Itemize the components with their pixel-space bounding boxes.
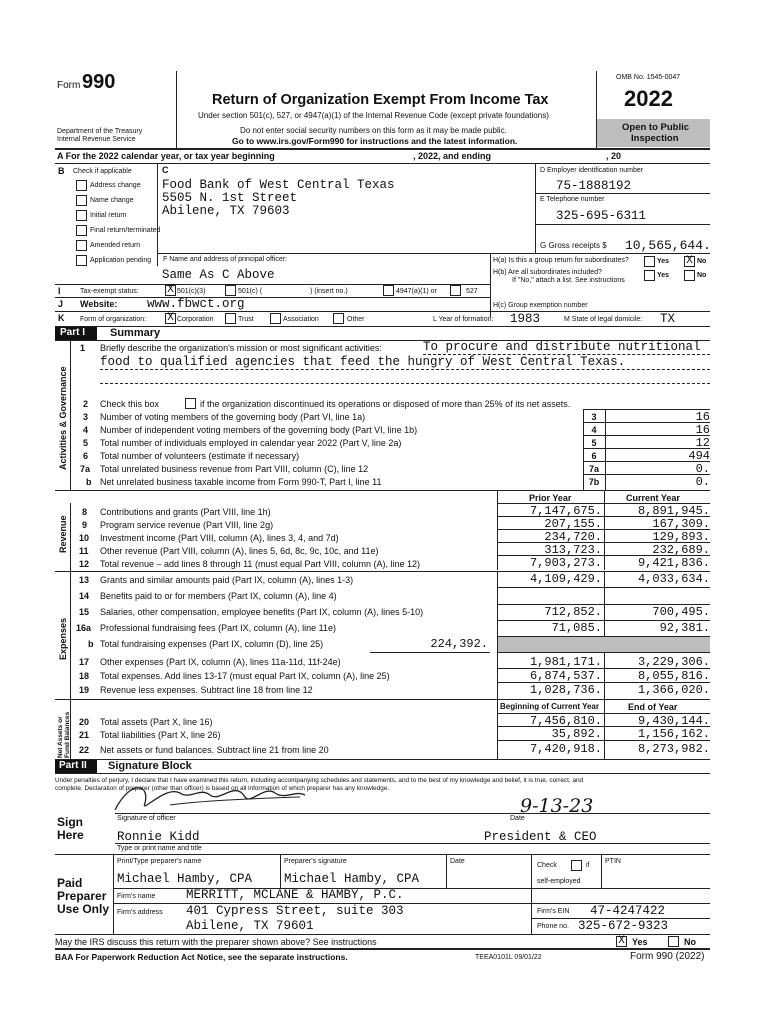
open-inspection-line2: Inspection <box>631 133 679 144</box>
line22-text: Net assets or fund balances. Subtract line 21 from line 20 <box>100 745 329 755</box>
line8-text: Contributions and grants (Part VIII, line 1h) <box>100 507 271 517</box>
line3-text: Number of voting members of the governing body (Part VI, line 1a) <box>100 412 366 422</box>
perjury-line1: Under penalties of perjury, I declare that I have examined this return, including accompanying schedules and statements, and to the best of my knowledge and belief, it is true, correct, and <box>55 777 584 784</box>
corporation-label: Corporation <box>177 316 214 323</box>
part1-title: Summary <box>110 327 161 339</box>
baa-notice: BAA For Paperwork Reduction Act Notice, see the separate instructions. <box>55 952 348 962</box>
preparer-signature[interactable]: Michael Hamby, CPA <box>284 872 420 886</box>
line-a-end: , 20 <box>606 151 622 161</box>
status-4947-label: 4947(a)(1) or <box>396 288 437 295</box>
line21-boy[interactable]: 35,892. <box>551 727 602 741</box>
officer-title[interactable]: President & CEO <box>484 830 597 844</box>
prep-sig-label: Preparer's signature <box>284 858 347 865</box>
final-return-label: Final return/terminated <box>90 227 161 234</box>
line1-text: Briefly describe the organization's mission or most significant activities: <box>100 343 382 353</box>
org-street[interactable]: 5505 N. 1st Street <box>162 191 298 205</box>
part1-tag <box>55 327 97 340</box>
line21-eoy[interactable]: 1,156,162. <box>637 727 710 741</box>
paid-label: Paid <box>57 876 83 890</box>
line2-rest: if the organization discontinued its operations or disposed of more than 25% of its net assets. <box>200 399 571 409</box>
line-a-mid: , 2022, and ending <box>413 151 492 161</box>
state-label: M State of legal domicile: <box>564 316 643 323</box>
ha-yes-label: Yes <box>657 258 670 265</box>
org-name[interactable]: Food Bank of West Central Texas <box>162 178 395 192</box>
signature-label: Signature of officer <box>117 815 176 822</box>
use-only-label: Use Only <box>57 902 110 916</box>
col-current-year: Current Year <box>626 493 680 503</box>
association-label: Association <box>283 316 319 323</box>
prep-date-label: Date <box>450 858 465 865</box>
application-pending-label: Application pending <box>90 257 152 264</box>
line2-checkbox[interactable] <box>185 398 196 409</box>
sign-date-label: Date <box>510 815 525 822</box>
other-org-checkbox[interactable] <box>333 313 344 324</box>
website-value[interactable]: www.fbwct.org <box>147 297 245 311</box>
side-net-label: Net Assets or Fund Balances <box>57 711 71 758</box>
omb-number: OMB No. 1545-0047 <box>616 74 681 81</box>
principal-officer[interactable]: Same As C Above <box>162 268 275 282</box>
officer-signature-image <box>110 775 310 815</box>
line10-current[interactable]: 129,893. <box>652 530 710 544</box>
ha-label: H(a) Is this a group return for subordinates? <box>493 257 629 264</box>
line9-current[interactable]: 167,309. <box>652 517 710 531</box>
ssn-warning: Do not enter social security numbers on this form as it may be made public. <box>240 126 507 135</box>
line19-text: Revenue less expenses. Subtract line 18 from line 12 <box>100 685 313 695</box>
form-word: Form <box>57 80 81 91</box>
status-501c-label: 501(c) ( <box>238 288 263 295</box>
ptin-label: PTIN <box>605 858 621 865</box>
perjury-line2: complete. Declaration of preparer (other than officer) is based on all information of which preparer has any knowledge. <box>55 785 390 792</box>
officer-name[interactable]: Ronnie Kidd <box>117 830 200 844</box>
line17-current[interactable]: 3,229,306. <box>637 655 710 669</box>
line16a-prior[interactable]: 71,085. <box>551 621 602 635</box>
open-inspection-box <box>596 119 710 147</box>
line4-text: Number of independent voting members of the governing body (Part VI, line 1b) <box>100 425 418 435</box>
part2-title: Signature Block <box>108 760 192 772</box>
application-pending-checkbox[interactable] <box>76 255 87 266</box>
line18-current[interactable]: 8,055,816. <box>637 669 710 683</box>
ha-yes-checkbox[interactable] <box>644 256 655 267</box>
line5-text: Total number of individuals employed in calendar year 2022 (Part V, line 2a) <box>100 438 402 448</box>
footer-form-label: Form 990 (2022) <box>630 951 705 962</box>
firm-address-label: Firm's address <box>117 909 163 916</box>
firm-address-line1[interactable]: 401 Cypress Street, suite 303 <box>186 904 404 918</box>
discuss-yes-label: Yes <box>632 937 648 947</box>
phone-no-label: Phone no. <box>537 923 569 930</box>
line10-prior[interactable]: 234,720. <box>544 530 602 544</box>
prep-name-label: Print/Type preparer's name <box>117 858 202 865</box>
status-527-label: 527 <box>466 288 478 295</box>
tax-exempt-status-label: Tax-exempt status: <box>80 288 139 295</box>
corporation-checkbox[interactable]: X <box>165 313 176 324</box>
if-label: if <box>586 862 590 869</box>
line13-current[interactable]: 4,033,634. <box>637 572 710 586</box>
ha-no-label: No <box>697 258 707 265</box>
firm-name-label: Firm's name <box>117 893 156 900</box>
line15-text: Salaries, other compensation, employee benefits (Part IX, column (A), lines 5-10) <box>100 607 424 617</box>
section-c-label: C <box>162 165 169 175</box>
irs-instructions: Go to www.irs.gov/Form990 for instructions and the latest information. <box>232 136 518 146</box>
line15-prior[interactable]: 712,852. <box>544 605 602 619</box>
col-boy: Beginning of Current Year <box>500 702 599 711</box>
self-employed-checkbox[interactable] <box>571 860 582 871</box>
address-change-label: Address change <box>90 182 141 189</box>
trust-checkbox[interactable] <box>225 313 236 324</box>
hc-label: H(c) Group exemption number <box>493 302 588 309</box>
firm-ein-label: Firm's EIN <box>537 908 570 915</box>
line8-current[interactable]: 8,891,945. <box>637 504 710 518</box>
status-501c-checkbox[interactable] <box>225 285 236 296</box>
line16a-text: Professional fundraising fees (Part IX, column (A), line 11e) <box>100 623 336 633</box>
line9-text: Program service revenue (Part VIII, line 2g) <box>100 520 274 530</box>
col-eoy: End of Year <box>628 702 678 712</box>
form-number: 990 <box>82 71 116 93</box>
line9-prior[interactable]: 207,155. <box>544 517 602 531</box>
form-subtitle: Under section 501(c), 527, or 4947(a)(1) of the Internal Revenue Code (except private foundations) <box>198 111 549 120</box>
line14-text: Benefits paid to or for members (Part IX, column (A), line 4) <box>100 591 337 601</box>
col-prior-year: Prior Year <box>529 493 572 503</box>
final-return-checkbox[interactable] <box>76 225 87 236</box>
principal-officer-label: F Name and address of principal officer: <box>163 256 287 263</box>
line18-text: Total expenses. Add lines 13-17 (must equal Part IX, column (A), line 25) <box>100 671 390 681</box>
line5-value[interactable]: 12 <box>695 436 710 450</box>
status-501c3-checkbox[interactable]: X <box>165 285 176 296</box>
preparer-label: Preparer <box>57 889 107 903</box>
line7a-text: Total unrelated business revenue from Part VIII, column (C), line 12 <box>100 464 369 474</box>
tax-year: 2022 <box>624 86 673 111</box>
amended-return-checkbox[interactable] <box>76 240 87 251</box>
hb-yes-checkbox[interactable] <box>644 270 655 281</box>
line7b-value[interactable]: 0. <box>695 475 710 489</box>
line10-text: Investment income (Part VIII, column (A), lines 3, 4, and 7d) <box>100 533 339 543</box>
firm-phone[interactable]: 325-672-9323 <box>578 919 669 933</box>
line11-prior[interactable]: 313,723. <box>544 543 602 557</box>
discuss-no-checkbox[interactable] <box>668 936 679 947</box>
hb-yes-label: Yes <box>657 272 670 279</box>
mission-line2[interactable]: food to qualified agencies that feed the hungry of West Central Texas. <box>100 355 626 369</box>
preparer-name[interactable]: Michael Hamby, CPA <box>117 872 253 886</box>
gross-receipts-value[interactable]: 10,565,644. <box>625 238 711 253</box>
line-j-label: J <box>58 299 64 309</box>
line20-eoy[interactable]: 9,430,144. <box>637 714 710 728</box>
section-b-label: B <box>58 166 65 176</box>
line-k-label: K <box>58 313 65 323</box>
initial-return-label: Initial return <box>90 212 127 219</box>
dept-treasury: Department of the Treasury <box>57 128 143 135</box>
name-change-label: Name change <box>90 197 134 204</box>
discuss-no-label: No <box>684 937 696 947</box>
discuss-yes-checkbox[interactable]: X <box>616 936 627 947</box>
line11-text: Other revenue (Part VIII, column (A), lines 5, 6d, 8c, 9c, 10c, and 11e) <box>100 546 379 556</box>
year-formation[interactable]: 1983 <box>510 312 541 326</box>
line16b-text: Total fundraising expenses (Part IX, column (D), line 25) <box>100 639 324 649</box>
line4-value[interactable]: 16 <box>695 423 710 437</box>
address-change-checkbox[interactable] <box>76 180 87 191</box>
type-name-label: Type or print name and title <box>117 845 202 852</box>
open-inspection-line1: Open to Public <box>622 122 690 133</box>
state-value[interactable]: TX <box>660 312 676 326</box>
hb-no-checkbox[interactable] <box>684 270 695 281</box>
self-employed-label: self-employed <box>537 878 581 885</box>
line2-text: Check this box <box>100 399 160 409</box>
line3-value[interactable]: 16 <box>695 410 710 424</box>
line12-current[interactable]: 9,421,836. <box>637 556 710 570</box>
side-rev-label: Revenue <box>58 515 68 553</box>
form-code: TEEA0101L 09/01/22 <box>475 954 542 961</box>
line19-current[interactable]: 1,366,020. <box>637 683 710 697</box>
line15-current[interactable]: 700,495. <box>652 605 710 619</box>
hb-label: H(b) Are all subordinates included? <box>493 269 602 276</box>
firm-name[interactable]: MERRITT, MCLANE & HAMBY, P.C. <box>186 888 404 902</box>
name-change-checkbox[interactable] <box>76 195 87 206</box>
firm-address-line2[interactable]: Abilene, TX 79601 <box>186 919 314 933</box>
irs-discuss-text: May the IRS discuss this return with the preparer shown above? See instructions <box>55 937 377 947</box>
amended-return-label: Amended return <box>90 242 141 249</box>
line17-text: Other expenses (Part IX, column (A), lines 11a-11d, 11f-24e) <box>100 657 341 667</box>
line6-value[interactable]: 494 <box>688 449 710 463</box>
mission-line1[interactable]: To procure and distribute nutritional <box>423 340 701 354</box>
status-527-checkbox[interactable] <box>450 285 461 296</box>
line11-current[interactable]: 232,689. <box>652 543 710 557</box>
line16a-current[interactable]: 92,381. <box>659 621 710 635</box>
line19-prior[interactable]: 1,028,736. <box>529 683 602 697</box>
shaded-16b <box>498 636 710 652</box>
status-4947-checkbox[interactable] <box>383 285 394 296</box>
check-label: Check <box>537 862 557 869</box>
line22-eoy[interactable]: 8,273,982. <box>637 742 710 756</box>
firm-ein[interactable]: 47-4247422 <box>590 904 666 918</box>
form-title: Return of Organization Exempt From Income Tax <box>212 92 549 108</box>
line13-text: Grants and similar amounts paid (Part IX, column (A), lines 1-3) <box>100 575 354 585</box>
ha-no-checkbox[interactable]: X <box>684 256 695 267</box>
line21-text: Total liabilities (Part X, line 26) <box>100 730 221 740</box>
phone-value[interactable]: 325-695-6311 <box>556 209 647 223</box>
status-insert-no: ) (insert no.) <box>310 288 348 295</box>
side-gov-label: Activities & Governance <box>58 366 68 470</box>
org-city[interactable]: Abilene, TX 79603 <box>162 204 290 218</box>
phone-label: E Telephone number <box>540 196 605 203</box>
line22-boy[interactable]: 7,420,918. <box>529 742 602 756</box>
part2-tag <box>55 760 97 773</box>
line12-text: Total revenue – add lines 8 through 11 (must equal Part VIII, column (A), line 12) <box>100 559 421 569</box>
part1-tag-text: Part I <box>60 327 86 338</box>
initial-return-checkbox[interactable] <box>76 210 87 221</box>
status-501c3-label: 501(c)(3) <box>177 288 206 295</box>
line20-text: Total assets (Part X, line 16) <box>100 717 213 727</box>
sign-date-value[interactable]: 9-13-23 <box>520 795 594 817</box>
hb-no-label: No <box>697 272 707 279</box>
line20-boy[interactable]: 7,456,810. <box>529 714 602 728</box>
association-checkbox[interactable] <box>270 313 281 324</box>
line16b-value[interactable]: 224,392. <box>430 637 488 651</box>
line17-prior[interactable]: 1,981,171. <box>529 655 602 669</box>
part2-tag-text: Part II <box>59 760 87 771</box>
sign-label: Sign <box>57 815 83 829</box>
ein-label: D Employer identification number <box>540 167 644 174</box>
form-of-org-label: Form of organization: <box>80 316 147 323</box>
dept-irs: Internal Revenue Service <box>57 136 136 143</box>
year-formation-label: L Year of formation: <box>433 316 494 323</box>
trust-label: Trust <box>238 316 254 323</box>
side-exp-label: Expenses <box>58 617 68 660</box>
line13-prior[interactable]: 4,109,429. <box>529 572 602 586</box>
line-a-label: A For the 2022 calendar year, or tax year beginning <box>57 151 275 161</box>
here-label: Here <box>57 828 84 842</box>
ein-value[interactable]: 75-1888192 <box>556 179 632 193</box>
gross-receipts-label: G Gross receipts $ <box>540 241 607 250</box>
line7b-text: Net unrelated business taxable income from Form 990-T, Part I, line 11 <box>100 477 382 487</box>
line6-text: Total number of volunteers (estimate if necessary) <box>100 451 300 461</box>
website-label: Website: <box>80 299 118 309</box>
line18-prior[interactable]: 6,874,537. <box>529 669 602 683</box>
check-if-applicable: Check if applicable <box>73 168 132 175</box>
hb-note: If "No," attach a list. See instructions <box>512 277 625 284</box>
line8-prior[interactable]: 7,147,675. <box>529 504 602 518</box>
line7a-value[interactable]: 0. <box>695 462 710 476</box>
other-org-label: Other <box>347 316 365 323</box>
line-i-label: I <box>58 286 61 296</box>
line12-prior[interactable]: 7,903,273. <box>529 556 602 570</box>
